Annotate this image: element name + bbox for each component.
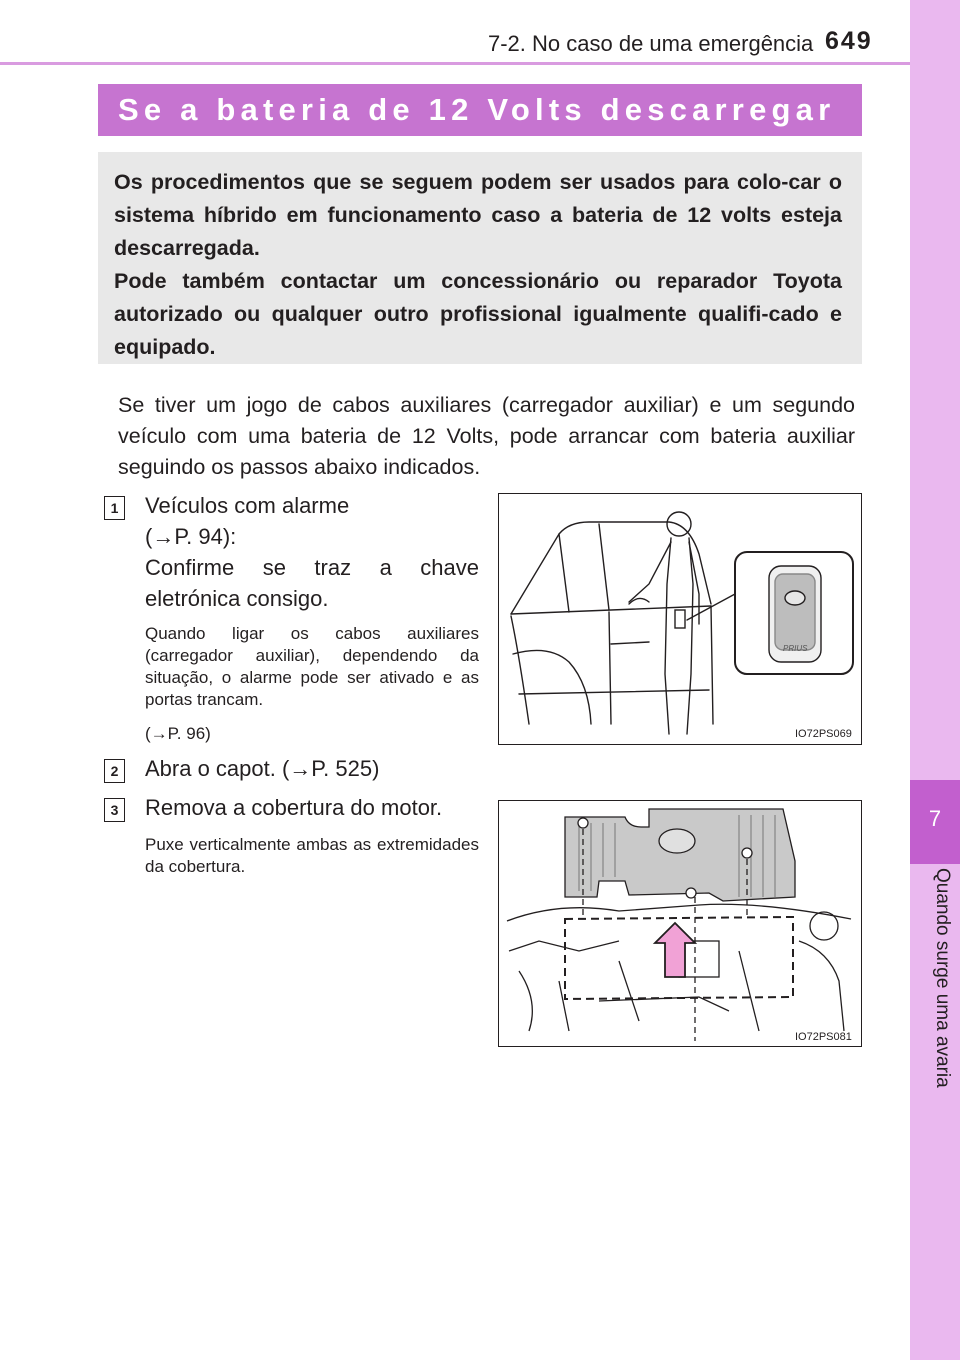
body-paragraph: Se tiver um jogo de cabos auxiliares (carregador auxiliar) e um segundo veículo com uma bateria de 12 Volts, pode arrancar com bateria auxiliar seguindo os passos abaixo indicados.: [118, 393, 855, 479]
step-1-title-line2: (→P. 94):: [145, 524, 237, 549]
section-title-bar: [98, 84, 862, 136]
intro-paragraph-2: Pode também contactar um concessionário ou reparador Toyota autorizado ou qualquer outro profissional igualmente qualifi-cado e equipado.: [114, 269, 842, 359]
chapter-label: Quando surge uma avaria: [932, 868, 953, 1088]
chapter-tab: [910, 0, 960, 780]
running-header: 7-2. No caso de uma emergência: [488, 31, 814, 56]
step-1-note: Quando ligar os cabos auxiliares (carregador auxiliar), dependendo da situação, o alarme pode ser ativado e as portas trancam.: [145, 624, 479, 709]
figure-engine-cover: [498, 800, 862, 1047]
step-badge-2: 2: [104, 759, 125, 783]
engine-cover-illustration: [499, 801, 861, 1046]
step-1-title-line3: Confirme se traz a chave eletrónica consigo.: [145, 555, 479, 611]
figure-id-1: IO72PS069: [795, 728, 852, 740]
step-1-note-ref: (→P. 96): [145, 724, 211, 743]
intro-paragraph-1: Os procedimentos que se seguem podem ser usados para colo-car o sistema híbrido em funcionamento caso a bateria de 12 volts esteja descarregada.: [114, 170, 842, 260]
step-3-note: Puxe verticalmente ambas as extremidades da cobertura.: [145, 835, 479, 876]
header-rule: [0, 62, 910, 65]
chapter-number: 7: [928, 806, 942, 831]
step-3-title: Remova a cobertura do motor.: [145, 795, 443, 820]
page-number: 649: [825, 27, 873, 55]
step-2-title: Abra o capot. (→P. 525): [145, 756, 380, 781]
section-title: Se a bateria de 12 Volts descarregar: [118, 92, 836, 127]
intro-box: [98, 152, 862, 364]
chapter-number-box: [910, 780, 960, 864]
key-brand-text: PRIUS: [783, 644, 808, 653]
step-1-title-line1: Veículos com alarme: [145, 493, 350, 518]
step-badge-3: 3: [104, 798, 125, 822]
figure-id-2: IO72PS081: [795, 1031, 852, 1043]
figure-alarm-key: [498, 493, 862, 745]
step-badge-1: 1: [104, 496, 125, 520]
car-door-illustration: [499, 494, 861, 744]
